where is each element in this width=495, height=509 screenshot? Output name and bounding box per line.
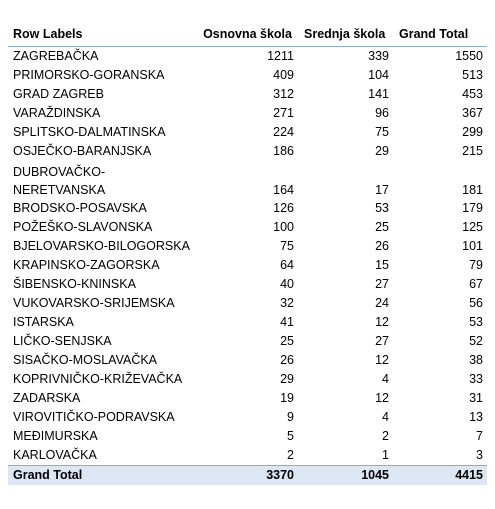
table-row bbox=[8, 218, 487, 237]
cell-srednja[interactable]: 27 bbox=[375, 277, 389, 291]
grand-total-section bbox=[8, 466, 487, 486]
row-label[interactable]: VUKOVARSKO-SRIJEMSKA bbox=[13, 296, 175, 310]
cell-total[interactable]: 7 bbox=[476, 429, 483, 443]
cell-srednja[interactable]: 96 bbox=[375, 106, 389, 120]
grand-total-srednja[interactable]: 1045 bbox=[298, 466, 393, 486]
table-row bbox=[8, 294, 487, 313]
cell-srednja[interactable]: 1 bbox=[382, 448, 389, 462]
cell-total[interactable]: 125 bbox=[462, 220, 483, 234]
cell-osnovna[interactable]: 64 bbox=[280, 258, 294, 272]
header-row-labels[interactable]: Row Labels bbox=[8, 6, 191, 47]
cell-srednja[interactable]: 17 bbox=[375, 183, 389, 197]
cell-srednja[interactable]: 26 bbox=[375, 239, 389, 253]
table-row bbox=[8, 123, 487, 142]
table-row bbox=[8, 446, 487, 466]
cell-total[interactable]: 3 bbox=[476, 448, 483, 462]
cell-srednja[interactable]: 25 bbox=[375, 220, 389, 234]
cell-srednja[interactable]: 339 bbox=[368, 49, 389, 63]
row-label[interactable]: ŠIBENSKO-KNINSKA bbox=[13, 277, 136, 291]
cell-osnovna[interactable]: 26 bbox=[280, 353, 294, 367]
table-row bbox=[8, 66, 487, 85]
table-row bbox=[8, 104, 487, 123]
grand-total-osnovna[interactable]: 3370 bbox=[191, 466, 298, 486]
cell-srednja[interactable]: 4 bbox=[382, 410, 389, 424]
row-label[interactable]: VIROVITIČKO-PODRAVSKA bbox=[13, 410, 175, 424]
table-row bbox=[8, 332, 487, 351]
row-label[interactable]: KOPRIVNIČKO-KRIŽEVAČKA bbox=[13, 372, 183, 386]
cell-osnovna[interactable]: 25 bbox=[280, 334, 294, 348]
cell-srednja[interactable]: 141 bbox=[368, 87, 389, 101]
cell-osnovna[interactable]: 271 bbox=[273, 106, 294, 120]
cell-srednja[interactable]: 29 bbox=[375, 144, 389, 158]
cell-osnovna[interactable]: 9 bbox=[287, 410, 294, 424]
cell-srednja[interactable]: 27 bbox=[375, 334, 389, 348]
cell-total[interactable]: 31 bbox=[469, 391, 483, 405]
cell-total[interactable]: 79 bbox=[469, 258, 483, 272]
cell-osnovna[interactable]: 29 bbox=[280, 372, 294, 386]
cell-osnovna[interactable]: 40 bbox=[280, 277, 294, 291]
cell-osnovna[interactable]: 409 bbox=[273, 68, 294, 82]
cell-total[interactable]: 13 bbox=[469, 410, 483, 424]
header-grand-total[interactable]: Grand Total bbox=[393, 6, 487, 47]
row-label[interactable]: OSJEČKO-BARANJSKA bbox=[13, 144, 152, 158]
cell-srednja[interactable]: 12 bbox=[375, 391, 389, 405]
cell-osnovna[interactable]: 126 bbox=[273, 201, 294, 215]
table-row bbox=[8, 199, 487, 218]
cell-osnovna[interactable]: 2 bbox=[287, 448, 294, 462]
cell-total[interactable]: 56 bbox=[469, 296, 483, 310]
cell-total[interactable]: 38 bbox=[469, 353, 483, 367]
table-row bbox=[8, 47, 487, 67]
cell-total[interactable]: 67 bbox=[469, 277, 483, 291]
cell-osnovna[interactable]: 224 bbox=[273, 125, 294, 139]
table-row bbox=[8, 85, 487, 104]
cell-osnovna[interactable]: 32 bbox=[280, 296, 294, 310]
row-label[interactable]: BRODSKO-POSAVSKA bbox=[13, 201, 147, 215]
row-label[interactable]: BJELOVARSKO-BILOGORSKA bbox=[13, 239, 190, 253]
pivot-table bbox=[8, 6, 487, 485]
cell-osnovna[interactable]: 19 bbox=[280, 391, 294, 405]
cell-osnovna[interactable]: 164 bbox=[273, 183, 294, 197]
cell-total[interactable]: 367 bbox=[462, 106, 483, 120]
cell-srednja[interactable]: 12 bbox=[375, 353, 389, 367]
cell-osnovna[interactable]: 312 bbox=[273, 87, 294, 101]
table-row bbox=[8, 161, 487, 199]
row-label[interactable]: PRIMORSKO-GORANSKA bbox=[13, 68, 165, 82]
row-label[interactable]: POŽEŠKO-SLAVONSKA bbox=[13, 220, 153, 234]
table-row bbox=[8, 275, 487, 294]
cell-osnovna[interactable]: 1211 bbox=[267, 49, 294, 63]
table-row bbox=[8, 427, 487, 446]
cell-osnovna[interactable]: 186 bbox=[273, 144, 294, 158]
table-row bbox=[8, 237, 487, 256]
table-row bbox=[8, 142, 487, 161]
cell-osnovna[interactable]: 5 bbox=[287, 429, 294, 443]
cell-srednja[interactable]: 2 bbox=[382, 429, 389, 443]
cell-total[interactable]: 179 bbox=[462, 201, 483, 215]
cell-total[interactable]: 215 bbox=[462, 144, 483, 158]
table-row bbox=[8, 256, 487, 275]
row-label[interactable]: MEĐIMURSKA bbox=[13, 429, 98, 443]
grand-total-total[interactable]: 4415 bbox=[393, 466, 487, 486]
cell-total[interactable]: 513 bbox=[462, 68, 483, 82]
table-row bbox=[8, 389, 487, 408]
cell-total[interactable]: 33 bbox=[469, 372, 483, 386]
row-label[interactable]: LIČKO-SENJSKA bbox=[13, 334, 112, 348]
row-label[interactable]: GRAD ZAGREB bbox=[13, 87, 104, 101]
pivot-body bbox=[8, 47, 487, 466]
table-row bbox=[8, 351, 487, 370]
cell-osnovna[interactable]: 75 bbox=[280, 239, 294, 253]
row-label[interactable]: DUBROVAČKO-NERETVANSKA bbox=[13, 165, 106, 197]
table-row bbox=[8, 408, 487, 427]
row-label[interactable]: KRAPINSKO-ZAGORSKA bbox=[13, 258, 160, 272]
header-srednja-skola[interactable]: Srednja škola bbox=[298, 6, 393, 47]
row-label[interactable]: KARLOVAČKA bbox=[13, 448, 97, 462]
cell-srednja[interactable]: 104 bbox=[368, 68, 389, 82]
cell-total[interactable]: 1550 bbox=[455, 49, 483, 63]
cell-srednja[interactable]: 15 bbox=[375, 258, 389, 272]
cell-srednja[interactable]: 12 bbox=[375, 315, 389, 329]
cell-total[interactable]: 52 bbox=[469, 334, 483, 348]
table-row bbox=[8, 370, 487, 389]
cell-srednja[interactable]: 53 bbox=[375, 201, 389, 215]
cell-srednja[interactable]: 75 bbox=[375, 125, 389, 139]
row-label[interactable]: VARAŽDINSKA bbox=[13, 106, 101, 120]
row-label[interactable]: ISTARSKA bbox=[13, 315, 74, 329]
table-row bbox=[8, 313, 487, 332]
row-label[interactable]: SISAČKO-MOSLAVAČKA bbox=[13, 353, 158, 367]
cell-total[interactable]: 453 bbox=[462, 87, 483, 101]
header-osnovna-skola[interactable]: Osnovna škola bbox=[191, 6, 298, 47]
cell-total[interactable]: 299 bbox=[462, 125, 483, 139]
header-row bbox=[8, 6, 487, 47]
cell-total[interactable]: 181 bbox=[462, 183, 483, 197]
cell-osnovna[interactable]: 41 bbox=[280, 315, 294, 329]
cell-total[interactable]: 53 bbox=[469, 315, 483, 329]
grand-total-row bbox=[8, 466, 487, 486]
cell-srednja[interactable]: 24 bbox=[375, 296, 389, 310]
row-label[interactable]: ZAGREBAČKA bbox=[13, 49, 99, 63]
grand-total-label[interactable]: Grand Total bbox=[8, 466, 191, 486]
pivot-header bbox=[8, 6, 487, 47]
cell-osnovna[interactable]: 100 bbox=[273, 220, 294, 234]
row-label[interactable]: SPLITSKO-DALMATINSKA bbox=[13, 125, 166, 139]
row-label[interactable]: ZADARSKA bbox=[13, 391, 81, 405]
cell-total[interactable]: 101 bbox=[462, 239, 483, 253]
cell-srednja[interactable]: 4 bbox=[382, 372, 389, 386]
